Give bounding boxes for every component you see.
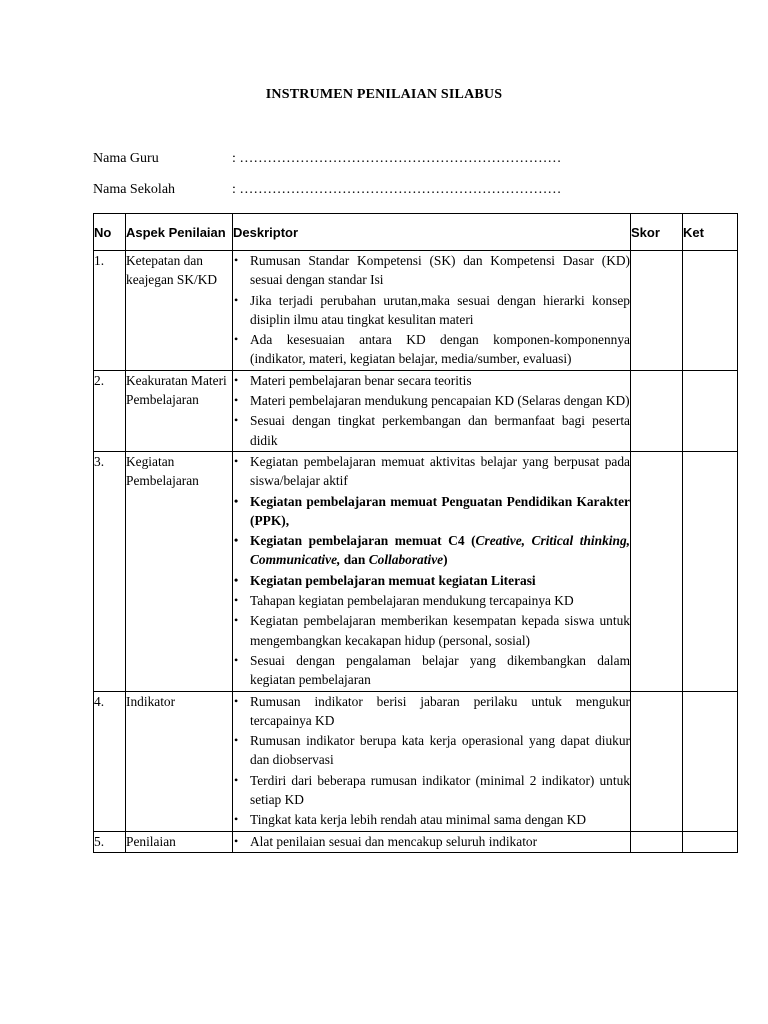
field-value: : ……………………………………………………………: [232, 151, 562, 166]
row-deskriptor: [233, 691, 631, 831]
list-item: • Kegiatan pembelajaran memuat aktivitas belajar yang berpusat pada siswa/belajar aktif: [233, 452, 630, 491]
text-segment: ): [443, 552, 448, 568]
row-number: 2.: [94, 370, 126, 451]
row-number: 1.: [94, 251, 126, 371]
text-segment: Collaborative: [368, 552, 444, 568]
header-no: No: [94, 214, 126, 251]
list-item: • Rumusan indikator berupa kata kerja operasional yang dapat diukur dan diobservasi: [233, 731, 630, 770]
list-item: [233, 531, 630, 570]
list-item: • Sesuai dengan tingkat perkembangan dan bermanfaat bagi peserta didik: [233, 411, 630, 450]
skor-cell[interactable]: [631, 251, 683, 371]
row-aspek: Kegiatan Pembelajaran: [126, 451, 233, 691]
row-number: 3.: [94, 451, 126, 691]
header-aspek: Aspek Penilaian: [126, 214, 233, 251]
ket-cell[interactable]: [683, 251, 738, 371]
field-nama-sekolah: [93, 182, 561, 198]
list-item: • Jika terjadi perubahan urutan,maka sesuai dengan hierarki konsep disiplin ilmu atau tingkat kesulitan materi: [233, 291, 630, 330]
text-segment: dan: [340, 552, 369, 568]
field-label: Nama Sekolah: [93, 182, 176, 197]
row-deskriptor: [233, 370, 631, 451]
ket-cell[interactable]: [683, 691, 738, 831]
list-item: • Sesuai dengan pengalaman belajar yang dikembangkan dalam kegiatan pembelajaran: [233, 651, 630, 690]
table-row: [94, 691, 738, 831]
row-aspek: Keakuratan Materi Pembelajaran: [126, 370, 233, 451]
ket-cell[interactable]: [683, 370, 738, 451]
list-item: • Tahapan kegiatan pembelajaran mendukung tercapainya KD: [233, 591, 630, 610]
list-item: • Materi pembelajaran mendukung pencapaian KD (Selaras dengan KD): [233, 391, 630, 410]
table-row: [94, 370, 738, 451]
row-deskriptor: [233, 251, 631, 371]
row-aspek: Ketepatan dan keajegan SK/KD: [126, 251, 233, 371]
row-deskriptor: [233, 451, 631, 691]
list-item: • Alat penilaian sesuai dan mencakup seluruh indikator: [233, 832, 630, 851]
text-segment: Creative, Critical thinking, Communicative,: [250, 533, 631, 568]
skor-cell[interactable]: [631, 370, 683, 451]
list-item: • Rumusan indikator berisi jabaran perilaku untuk mengukur tercapainya KD: [233, 692, 630, 731]
row-number: 5.: [94, 831, 126, 852]
ket-cell[interactable]: [683, 831, 738, 852]
list-item: • Rumusan Standar Kompetensi (SK) dan Kompetensi Dasar (KD) sesuai dengan standar Isi: [233, 251, 630, 290]
list-item: • Kegiatan pembelajaran memuat kegiatan Literasi: [233, 571, 630, 590]
page-title: INSTRUMEN PENILAIAN SILABUS: [265, 87, 503, 102]
field-nama-guru: [93, 151, 561, 167]
list-item: • Kegiatan pembelajaran memuat Penguatan Pendidikan Karakter (PPK),: [233, 492, 630, 531]
skor-cell[interactable]: [631, 691, 683, 831]
table-row: [94, 831, 738, 852]
assessment-table: [93, 213, 738, 853]
list-item: • Terdiri dari beberapa rumusan indikator (minimal 2 indikator) untuk setiap KD: [233, 771, 630, 810]
skor-cell[interactable]: [631, 451, 683, 691]
field-value: : ……………………………………………………………: [232, 182, 562, 197]
ket-cell[interactable]: [683, 451, 738, 691]
text-segment: Kegiatan pembelajaran memuat C4 (: [250, 533, 476, 549]
header-skor: Skor: [631, 214, 683, 251]
row-deskriptor: [233, 831, 631, 852]
table-row: [94, 451, 738, 691]
list-item: • Materi pembelajaran benar secara teoritis: [233, 371, 630, 390]
table-header-row: [94, 214, 738, 251]
row-aspek: Penilaian: [126, 831, 233, 852]
row-number: 4.: [94, 691, 126, 831]
header-ket: Ket: [683, 214, 738, 251]
field-label: Nama Guru: [93, 151, 159, 166]
header-deskriptor: Deskriptor: [233, 214, 631, 251]
list-item: • Ada kesesuaian antara KD dengan komponen-komponennya (indikator, materi, kegiatan belajar, media/sumber, evaluasi): [233, 330, 630, 369]
skor-cell[interactable]: [631, 831, 683, 852]
list-item: • Kegiatan pembelajaran memberikan kesempatan kepada siswa untuk mengembangkan kecakapan hidup (personal, sosial): [233, 611, 630, 650]
row-aspek: Indikator: [126, 691, 233, 831]
table-row: [94, 251, 738, 371]
list-item: • Tingkat kata kerja lebih rendah atau minimal sama dengan KD: [233, 810, 630, 829]
